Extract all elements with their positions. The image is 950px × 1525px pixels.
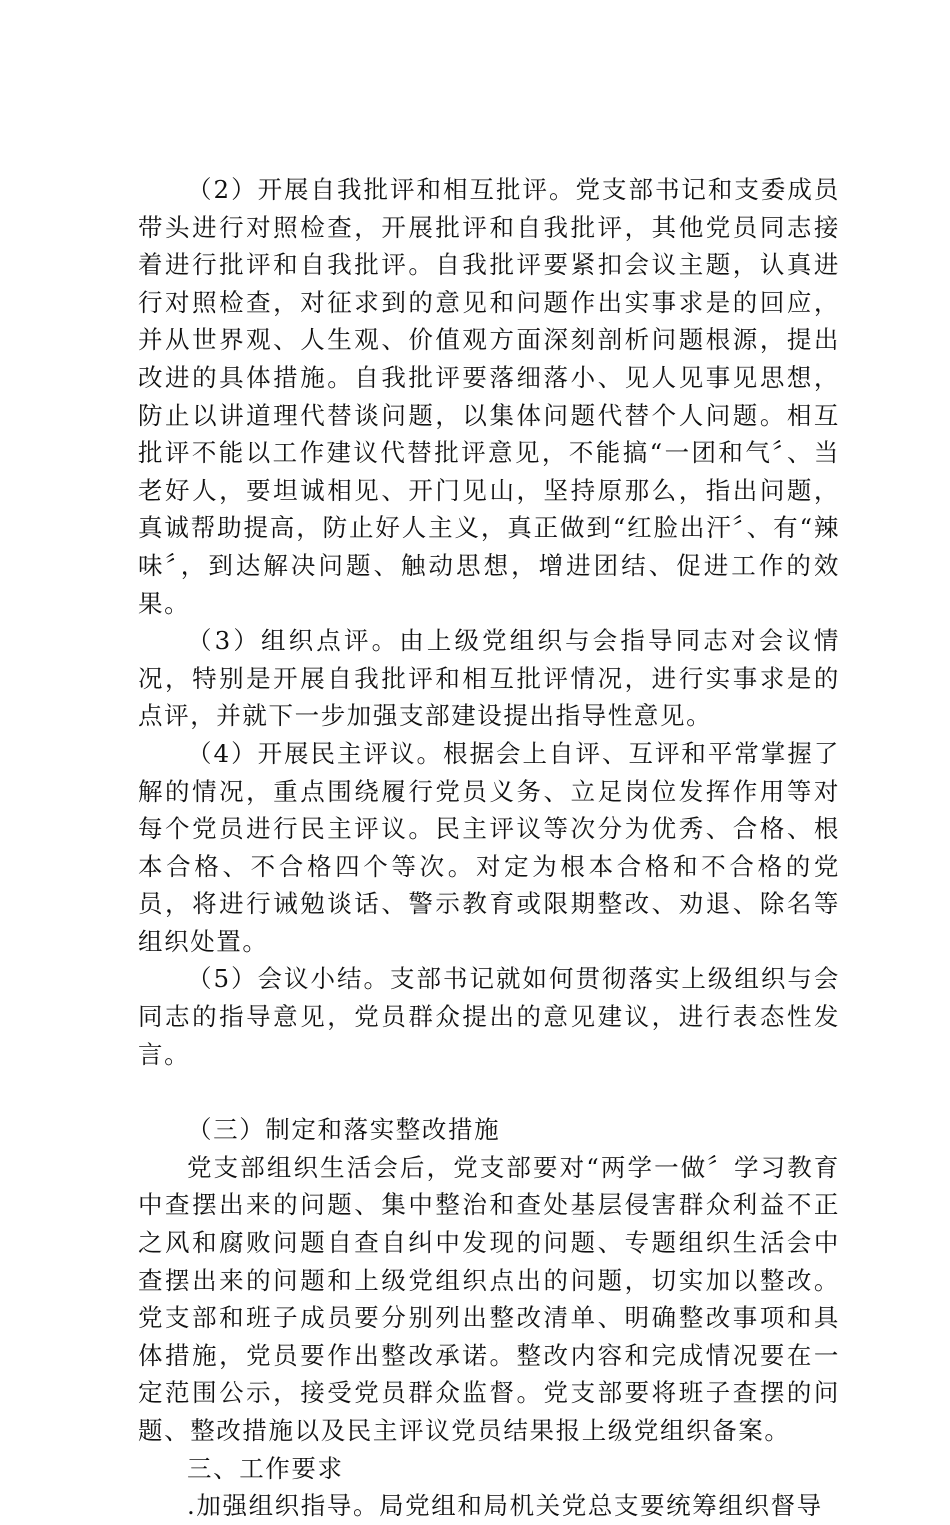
paragraph-democratic-evaluation: （4）开展民主评议。根据会上自评、互评和平常掌握了解的情况，重点围绕履行党员义务、立足岗位发挥作用等对每个党员进行民主评议。民主评议等次分为优秀、合格、根本合格、不合格四个等次。对定为根本合格和不合格的党员，将进行诫勉谈话、警示教育或限期整改、劝退、除名等组织处置。 (138, 738, 840, 956)
part-three-heading: 三、工作要求 (187, 1453, 344, 1483)
section-three-heading: （三）制定和落实整改措施 (187, 1115, 501, 1145)
document-body (138, 171, 840, 1525)
paragraph-meeting-summary: （5）会议小结。支部书记就如何贯彻落实上级组织与会同志的指导意见，党员群众提出的意见建议，进行表态性发言。 (138, 964, 840, 1069)
blank-line (138, 1073, 840, 1111)
paragraph-self-criticism: （2）开展自我批评和相互批评。党支部书记和支委成员带头进行对照检查，开展批评和自我批评，其他党员同志接着进行批评和自我批评。自我批评要紧扣会议主题，认真进行对照检查，对征求到的意见和问题作出实事求是的回应，并从世界观、人生观、价值观方面深刻剖析问题根源，提出改进的具体措施。自我批评要落细落小、见人见事见思想，防止以讲道理代替谈问题，以集体问题代替个人问题。相互批评不能以工作建议代替批评意见，不能搞“一团和气〞、当老好人，要坦诚相见、开门见山，坚持原那么，指出问题，真诚帮助提高，防止好人主义，真正做到“红脸出汗〞、有“辣味〞，到达解决问题、触动思想，增进团结、促进工作的效果。 (138, 175, 840, 618)
paragraph-organization-guidance: .加强组织指导。局党组和局机关党总支要统筹组织督导 (187, 1491, 823, 1521)
paragraph-organizational-review: （3）组织点评。由上级党组织与会指导同志对会议情况，特别是开展自我批评和相互批评情况，进行实事求是的点评，并就下一步加强支部建设提出指导性意见。 (138, 626, 840, 731)
paragraph-rectification-measures: 党支部组织生活会后，党支部要对“两学一做〞学习教育中查摆出来的问题、集中整治和查处基层侵害群众利益不正之风和腐败问题自查自纠中发现的问题、专题组织生活会中查摆出来的问题和上级党组织点出的问题，切实加以整改。党支部和班子成员要分别列出整改清单、明确整改事项和具体措施，党员要作出整改承诺。整改内容和完成情况要在一定范围公示，接受党员群众监督。党支部要将班子查摆的问题、整改措施以及民主评议党员结果报上级党组织备案。 (138, 1152, 840, 1445)
